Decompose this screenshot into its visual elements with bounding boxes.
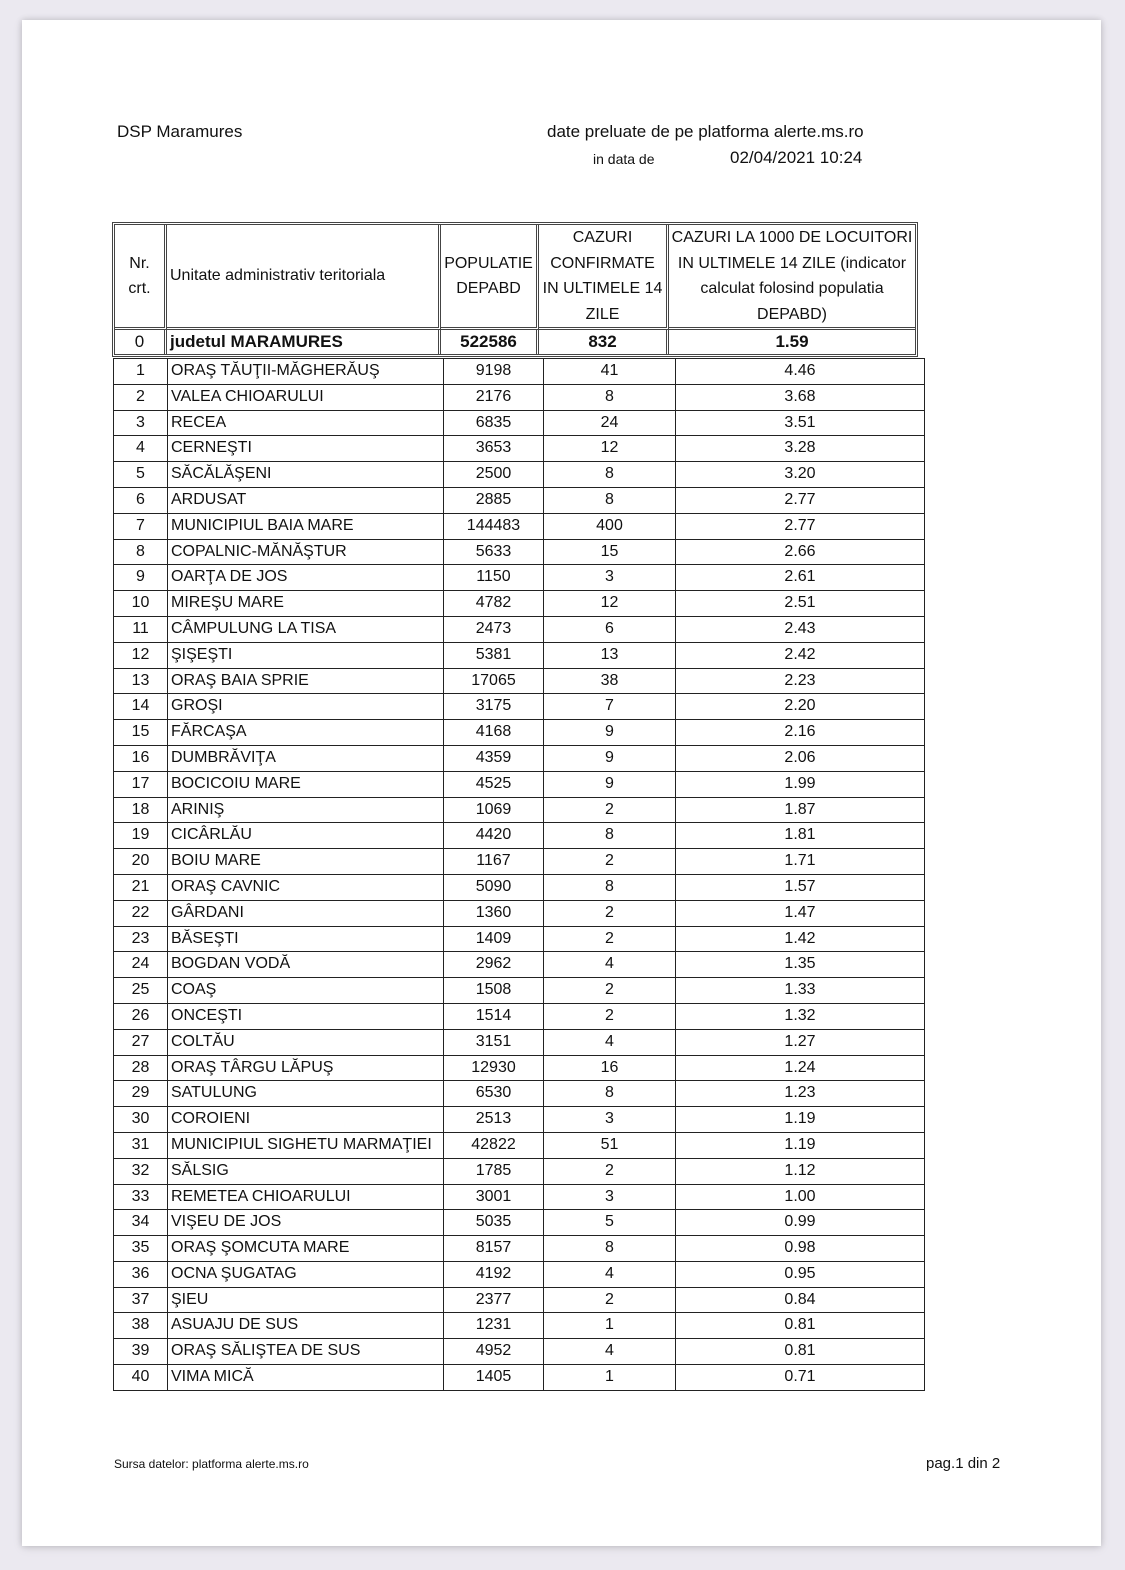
row-rate: 2.06 xyxy=(676,745,925,771)
row-nr: 36 xyxy=(114,1261,168,1287)
table-row xyxy=(114,849,925,875)
table-row xyxy=(114,565,925,591)
table-row xyxy=(114,771,925,797)
row-nr: 7 xyxy=(114,513,168,539)
row-nr: 9 xyxy=(114,565,168,591)
row-nr: 3 xyxy=(114,410,168,436)
row-nr: 11 xyxy=(114,616,168,642)
row-rate: 0.84 xyxy=(676,1287,925,1313)
row-nr: 8 xyxy=(114,539,168,565)
row-cases: 8 xyxy=(544,384,676,410)
table-row xyxy=(114,668,925,694)
row-name: SATULUNG xyxy=(168,1081,444,1107)
row-nr: 32 xyxy=(114,1158,168,1184)
table-row xyxy=(114,591,925,617)
row-nr: 15 xyxy=(114,720,168,746)
row-population: 2176 xyxy=(444,384,544,410)
column-header-nr: Nr. crt. xyxy=(115,225,167,330)
row-cases: 3 xyxy=(544,1107,676,1133)
table-row xyxy=(114,359,925,385)
row-population: 2500 xyxy=(444,462,544,488)
row-population: 5090 xyxy=(444,874,544,900)
row-nr: 28 xyxy=(114,1055,168,1081)
row-nr: 40 xyxy=(114,1365,168,1391)
row-rate: 1.23 xyxy=(676,1081,925,1107)
row-name: ORAŞ TĂUŢII-MĂGHERĂUŞ xyxy=(168,359,444,385)
table-row xyxy=(114,1365,925,1391)
row-nr: 20 xyxy=(114,849,168,875)
row-cases: 8 xyxy=(544,823,676,849)
table-row xyxy=(114,1158,925,1184)
row-cases: 7 xyxy=(544,694,676,720)
row-population: 3001 xyxy=(444,1184,544,1210)
row-name: ORAŞ CAVNIC xyxy=(168,874,444,900)
row-cases: 2 xyxy=(544,1158,676,1184)
row-rate: 1.87 xyxy=(676,797,925,823)
row-rate: 1.71 xyxy=(676,849,925,875)
row-name: OCNA ŞUGATAG xyxy=(168,1261,444,1287)
row-rate: 3.68 xyxy=(676,384,925,410)
row-nr: 35 xyxy=(114,1236,168,1262)
row-population: 3653 xyxy=(444,436,544,462)
row-cases: 9 xyxy=(544,771,676,797)
column-header-unit: Unitate administrativ teritoriala xyxy=(167,225,441,330)
row-nr: 31 xyxy=(114,1132,168,1158)
row-name: BĂSEŞTI xyxy=(168,926,444,952)
row-rate: 2.23 xyxy=(676,668,925,694)
row-cases: 3 xyxy=(544,1184,676,1210)
row-rate: 3.20 xyxy=(676,462,925,488)
row-population: 1150 xyxy=(444,565,544,591)
row-population: 6530 xyxy=(444,1081,544,1107)
row-nr: 13 xyxy=(114,668,168,694)
row-population: 5035 xyxy=(444,1210,544,1236)
row-population: 42822 xyxy=(444,1132,544,1158)
row-nr: 34 xyxy=(114,1210,168,1236)
row-cases: 9 xyxy=(544,720,676,746)
row-cases: 3 xyxy=(544,565,676,591)
row-cases: 15 xyxy=(544,539,676,565)
row-name: RECEA xyxy=(168,410,444,436)
table-row xyxy=(114,1081,925,1107)
row-rate: 1.57 xyxy=(676,874,925,900)
row-cases: 8 xyxy=(544,1081,676,1107)
row-population: 12930 xyxy=(444,1055,544,1081)
row-rate: 1.12 xyxy=(676,1158,925,1184)
row-cases: 8 xyxy=(544,1236,676,1262)
row-rate: 1.35 xyxy=(676,952,925,978)
row-cases: 400 xyxy=(544,513,676,539)
table-row xyxy=(114,436,925,462)
date-label: in data de xyxy=(593,151,655,167)
total-rate: 1.59 xyxy=(775,332,809,351)
table-row xyxy=(114,1029,925,1055)
row-rate: 4.46 xyxy=(676,359,925,385)
row-rate: 1.24 xyxy=(676,1055,925,1081)
row-population: 3151 xyxy=(444,1029,544,1055)
row-name: MUNICIPIUL BAIA MARE xyxy=(168,513,444,539)
row-cases: 1 xyxy=(544,1365,676,1391)
row-nr: 29 xyxy=(114,1081,168,1107)
row-name: VIMA MICĂ xyxy=(168,1365,444,1391)
row-cases: 13 xyxy=(544,642,676,668)
row-nr: 18 xyxy=(114,797,168,823)
row-rate: 2.43 xyxy=(676,616,925,642)
row-rate: 0.81 xyxy=(676,1313,925,1339)
row-name: VALEA CHIOARULUI xyxy=(168,384,444,410)
row-rate: 2.77 xyxy=(676,513,925,539)
table-header xyxy=(112,222,918,357)
row-name: VIŞEU DE JOS xyxy=(168,1210,444,1236)
row-cases: 8 xyxy=(544,487,676,513)
row-cases: 4 xyxy=(544,952,676,978)
row-cases: 24 xyxy=(544,410,676,436)
table-row xyxy=(114,1107,925,1133)
row-rate: 2.20 xyxy=(676,694,925,720)
row-cases: 51 xyxy=(544,1132,676,1158)
row-name: ORAŞ TÂRGU LĂPUŞ xyxy=(168,1055,444,1081)
row-rate: 2.42 xyxy=(676,642,925,668)
row-nr: 39 xyxy=(114,1339,168,1365)
row-cases: 2 xyxy=(544,797,676,823)
row-rate: 1.27 xyxy=(676,1029,925,1055)
row-population: 1360 xyxy=(444,900,544,926)
row-population: 2513 xyxy=(444,1107,544,1133)
row-name: ASUAJU DE SUS xyxy=(168,1313,444,1339)
row-nr: 5 xyxy=(114,462,168,488)
table-row xyxy=(114,642,925,668)
data-table xyxy=(113,358,925,1391)
table-row xyxy=(114,616,925,642)
row-cases: 2 xyxy=(544,849,676,875)
row-name: COPALNIC-MĂNĂŞTUR xyxy=(168,539,444,565)
row-rate: 0.99 xyxy=(676,1210,925,1236)
row-nr: 26 xyxy=(114,1003,168,1029)
row-name: ŞIŞEŞTI xyxy=(168,642,444,668)
row-nr: 25 xyxy=(114,978,168,1004)
row-population: 1405 xyxy=(444,1365,544,1391)
row-nr: 2 xyxy=(114,384,168,410)
table-row xyxy=(114,1287,925,1313)
row-population: 1167 xyxy=(444,849,544,875)
table-row xyxy=(114,513,925,539)
row-nr: 1 xyxy=(114,359,168,385)
row-population: 17065 xyxy=(444,668,544,694)
source-note: date preluate de pe platforma alerte.ms.ro xyxy=(547,122,864,141)
row-name: SĂCĂLĂŞENI xyxy=(168,462,444,488)
row-name: COLTĂU xyxy=(168,1029,444,1055)
table-row xyxy=(114,978,925,1004)
row-name: REMETEA CHIOARULUI xyxy=(168,1184,444,1210)
row-population: 3175 xyxy=(444,694,544,720)
table-row xyxy=(114,900,925,926)
table-row xyxy=(114,926,925,952)
row-cases: 2 xyxy=(544,1003,676,1029)
row-nr: 6 xyxy=(114,487,168,513)
row-name: ARINIŞ xyxy=(168,797,444,823)
table-row xyxy=(114,1313,925,1339)
row-rate: 2.66 xyxy=(676,539,925,565)
row-rate: 1.81 xyxy=(676,823,925,849)
row-cases: 6 xyxy=(544,616,676,642)
report-date: 02/04/2021 10:24 xyxy=(730,148,863,167)
row-name: CERNEŞTI xyxy=(168,436,444,462)
row-name: FĂRCAŞA xyxy=(168,720,444,746)
row-population: 4192 xyxy=(444,1261,544,1287)
row-cases: 9 xyxy=(544,745,676,771)
row-nr: 27 xyxy=(114,1029,168,1055)
row-rate: 3.51 xyxy=(676,410,925,436)
table-row xyxy=(114,745,925,771)
table-row xyxy=(114,797,925,823)
table-row xyxy=(114,462,925,488)
row-name: BOCICOIU MARE xyxy=(168,771,444,797)
row-name: DUMBRĂVIŢA xyxy=(168,745,444,771)
row-cases: 12 xyxy=(544,591,676,617)
row-name: OARŢA DE JOS xyxy=(168,565,444,591)
row-name: ARDUSAT xyxy=(168,487,444,513)
row-nr: 12 xyxy=(114,642,168,668)
row-name: ORAŞ BAIA SPRIE xyxy=(168,668,444,694)
row-cases: 2 xyxy=(544,978,676,1004)
row-rate: 1.32 xyxy=(676,1003,925,1029)
row-population: 4359 xyxy=(444,745,544,771)
row-rate: 2.61 xyxy=(676,565,925,591)
table-row xyxy=(114,384,925,410)
row-name: ORAŞ ŞOMCUTA MARE xyxy=(168,1236,444,1262)
row-nr: 30 xyxy=(114,1107,168,1133)
row-population: 4168 xyxy=(444,720,544,746)
row-population: 1069 xyxy=(444,797,544,823)
table-row xyxy=(114,1339,925,1365)
row-population: 2885 xyxy=(444,487,544,513)
column-header-population: POPULATIE DEPABD xyxy=(441,225,539,330)
row-population: 144483 xyxy=(444,513,544,539)
table-row xyxy=(114,1132,925,1158)
table-row xyxy=(114,952,925,978)
row-name: BOGDAN VODĂ xyxy=(168,952,444,978)
row-population: 2962 xyxy=(444,952,544,978)
row-population: 9198 xyxy=(444,359,544,385)
row-population: 5633 xyxy=(444,539,544,565)
row-rate: 2.77 xyxy=(676,487,925,513)
row-name: CICÂRLĂU xyxy=(168,823,444,849)
row-name: ŞIEU xyxy=(168,1287,444,1313)
row-cases: 2 xyxy=(544,1287,676,1313)
row-name: MIREŞU MARE xyxy=(168,591,444,617)
row-nr: 33 xyxy=(114,1184,168,1210)
row-name: COROIENI xyxy=(168,1107,444,1133)
organization-name: DSP Maramures xyxy=(117,122,243,141)
row-name: ORAŞ SĂLIŞTEA DE SUS xyxy=(168,1339,444,1365)
row-population: 1514 xyxy=(444,1003,544,1029)
row-cases: 2 xyxy=(544,926,676,952)
row-rate: 1.19 xyxy=(676,1132,925,1158)
row-nr: 24 xyxy=(114,952,168,978)
table-row xyxy=(114,1055,925,1081)
row-name: ONCEŞTI xyxy=(168,1003,444,1029)
row-nr: 22 xyxy=(114,900,168,926)
row-nr: 37 xyxy=(114,1287,168,1313)
row-cases: 12 xyxy=(544,436,676,462)
row-population: 2377 xyxy=(444,1287,544,1313)
row-rate: 0.98 xyxy=(676,1236,925,1262)
row-nr: 4 xyxy=(114,436,168,462)
row-cases: 38 xyxy=(544,668,676,694)
table-row xyxy=(114,1261,925,1287)
row-rate: 0.95 xyxy=(676,1261,925,1287)
row-population: 1785 xyxy=(444,1158,544,1184)
row-rate: 1.42 xyxy=(676,926,925,952)
row-name: COAŞ xyxy=(168,978,444,1004)
row-cases: 16 xyxy=(544,1055,676,1081)
row-cases: 2 xyxy=(544,900,676,926)
row-name: GÂRDANI xyxy=(168,900,444,926)
total-row xyxy=(115,330,915,354)
row-name: MUNICIPIUL SIGHETU MARMAŢIEI xyxy=(168,1132,444,1158)
row-nr: 21 xyxy=(114,874,168,900)
row-population: 1409 xyxy=(444,926,544,952)
row-nr: 14 xyxy=(114,694,168,720)
row-population: 4420 xyxy=(444,823,544,849)
row-name: CÂMPULUNG LA TISA xyxy=(168,616,444,642)
row-rate: 1.99 xyxy=(676,771,925,797)
row-rate: 1.19 xyxy=(676,1107,925,1133)
table-row xyxy=(114,694,925,720)
row-cases: 41 xyxy=(544,359,676,385)
row-cases: 5 xyxy=(544,1210,676,1236)
row-population: 5381 xyxy=(444,642,544,668)
row-rate: 2.16 xyxy=(676,720,925,746)
table-row xyxy=(114,487,925,513)
row-population: 4525 xyxy=(444,771,544,797)
page-number: pag.1 din 2 xyxy=(926,1455,1001,1472)
row-population: 2473 xyxy=(444,616,544,642)
table-row xyxy=(114,1003,925,1029)
row-cases: 4 xyxy=(544,1261,676,1287)
row-cases: 4 xyxy=(544,1339,676,1365)
row-name: BOIU MARE xyxy=(168,849,444,875)
row-nr: 38 xyxy=(114,1313,168,1339)
row-population: 1231 xyxy=(444,1313,544,1339)
row-rate: 3.28 xyxy=(676,436,925,462)
row-name: SĂLSIG xyxy=(168,1158,444,1184)
table-row xyxy=(114,1236,925,1262)
table-row xyxy=(114,1210,925,1236)
footer-source: Sursa datelor: platforma alerte.ms.ro xyxy=(114,1457,309,1471)
table-row xyxy=(114,874,925,900)
row-rate: 0.71 xyxy=(676,1365,925,1391)
total-cases: 832 xyxy=(539,330,669,354)
total-nr: 0 xyxy=(115,330,167,354)
row-nr: 19 xyxy=(114,823,168,849)
row-population: 4782 xyxy=(444,591,544,617)
row-rate: 1.00 xyxy=(676,1184,925,1210)
table-row xyxy=(114,539,925,565)
row-rate: 0.81 xyxy=(676,1339,925,1365)
row-population: 1508 xyxy=(444,978,544,1004)
row-nr: 10 xyxy=(114,591,168,617)
row-cases: 8 xyxy=(544,462,676,488)
row-rate: 2.51 xyxy=(676,591,925,617)
row-nr: 17 xyxy=(114,771,168,797)
table-row xyxy=(114,823,925,849)
row-name: GROŞI xyxy=(168,694,444,720)
table-row xyxy=(114,720,925,746)
row-cases: 4 xyxy=(544,1029,676,1055)
document-page xyxy=(22,20,1101,1546)
row-rate: 1.33 xyxy=(676,978,925,1004)
row-population: 6835 xyxy=(444,410,544,436)
column-header-rate: CAZURI LA 1000 DE LOCUITORI IN ULTIMELE 14 ZILE (indicator calculat folosind populatia DEPABD) xyxy=(669,225,915,330)
row-cases: 1 xyxy=(544,1313,676,1339)
total-population: 522586 xyxy=(441,330,539,354)
row-nr: 23 xyxy=(114,926,168,952)
table-row xyxy=(114,410,925,436)
row-cases: 8 xyxy=(544,874,676,900)
row-population: 4952 xyxy=(444,1339,544,1365)
row-nr: 16 xyxy=(114,745,168,771)
row-population: 8157 xyxy=(444,1236,544,1262)
table-row xyxy=(114,1184,925,1210)
row-rate: 1.47 xyxy=(676,900,925,926)
total-name: judetul MARAMURES xyxy=(167,330,441,354)
column-header-cases: CAZURI CONFIRMATE IN ULTIMELE 14 ZILE xyxy=(539,225,669,330)
